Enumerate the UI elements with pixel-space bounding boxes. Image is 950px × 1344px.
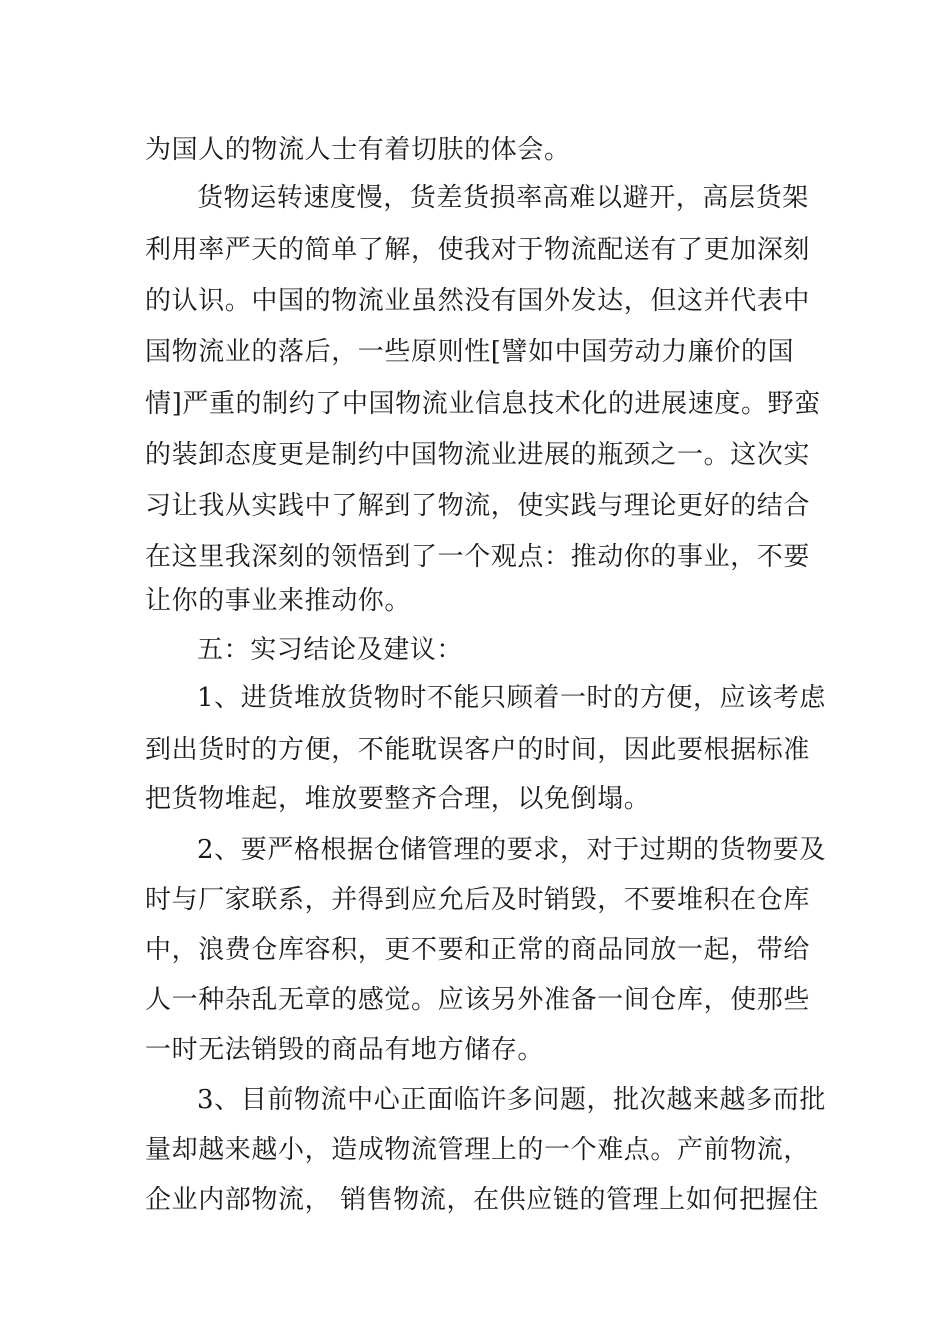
text-line: 2、要严格根据仓储管理的要求，对于过期的货物要及 — [197, 835, 826, 865]
text-line: 货物运转速度慢，货差货损率高难以避开，高层货架 — [197, 183, 809, 213]
text-line: 习让我从实践中了解到了物流，使实践与理论更好的结合 — [145, 491, 811, 521]
text-line: 在这里我深刻的领悟到了一个观点：推动你的事业，不要 — [145, 542, 811, 572]
text-line: 国物流业的落后，一些原则性[譬如中国劳动力廉价的国 — [145, 337, 795, 367]
text-line: 中，浪费仓库容积，更不要和正常的商品同放一起，带给 — [145, 935, 811, 965]
text-line: 1、进货堆放货物时不能只顾着一时的方便，应该考虑 — [197, 683, 826, 713]
text-line: 人一种杂乱无章的感觉。应该另外准备一间仓库，使那些 — [145, 985, 811, 1015]
text-line: 的认识。中国的物流业虽然没有国外发达，但这并代表中 — [145, 286, 811, 316]
text-line: 到出货时的方便，不能耽误客户的时间，因此要根据标准 — [145, 735, 811, 765]
text-line: 利用率严天的简单了解，使我对于物流配送有了更加深刻 — [145, 235, 811, 265]
text-line: 把货物堆起，堆放要整齐合理，以免倒塌。 — [145, 784, 651, 814]
text-line: 一时无法销毁的商品有地方储存。 — [145, 1035, 545, 1065]
text-line: 企业内部物流， 销售物流，在供应链的管理上如何把握住 — [145, 1185, 819, 1215]
text-line: 量却越来越小，造成物流管理上的一个难点。产前物流， — [145, 1135, 811, 1165]
text-line: 情]严重的制约了中国物流业信息技术化的进展速度。野蛮 — [145, 389, 821, 419]
text-line: 为国人的物流人士有着切肤的体会。 — [145, 135, 571, 165]
section-heading: 五：实习结论及建议： — [197, 635, 464, 665]
text-line: 让你的事业来推动你。 — [145, 586, 412, 616]
text-line: 时与厂家联系，并得到应允后及时销毁，不要堆积在仓库 — [145, 885, 811, 915]
text-line: 3、目前物流中心正面临许多问题，批次越来越多而批 — [197, 1085, 826, 1115]
text-line: 的装卸态度更是制约中国物流业进展的瓶颈之一。这次实 — [145, 440, 811, 470]
